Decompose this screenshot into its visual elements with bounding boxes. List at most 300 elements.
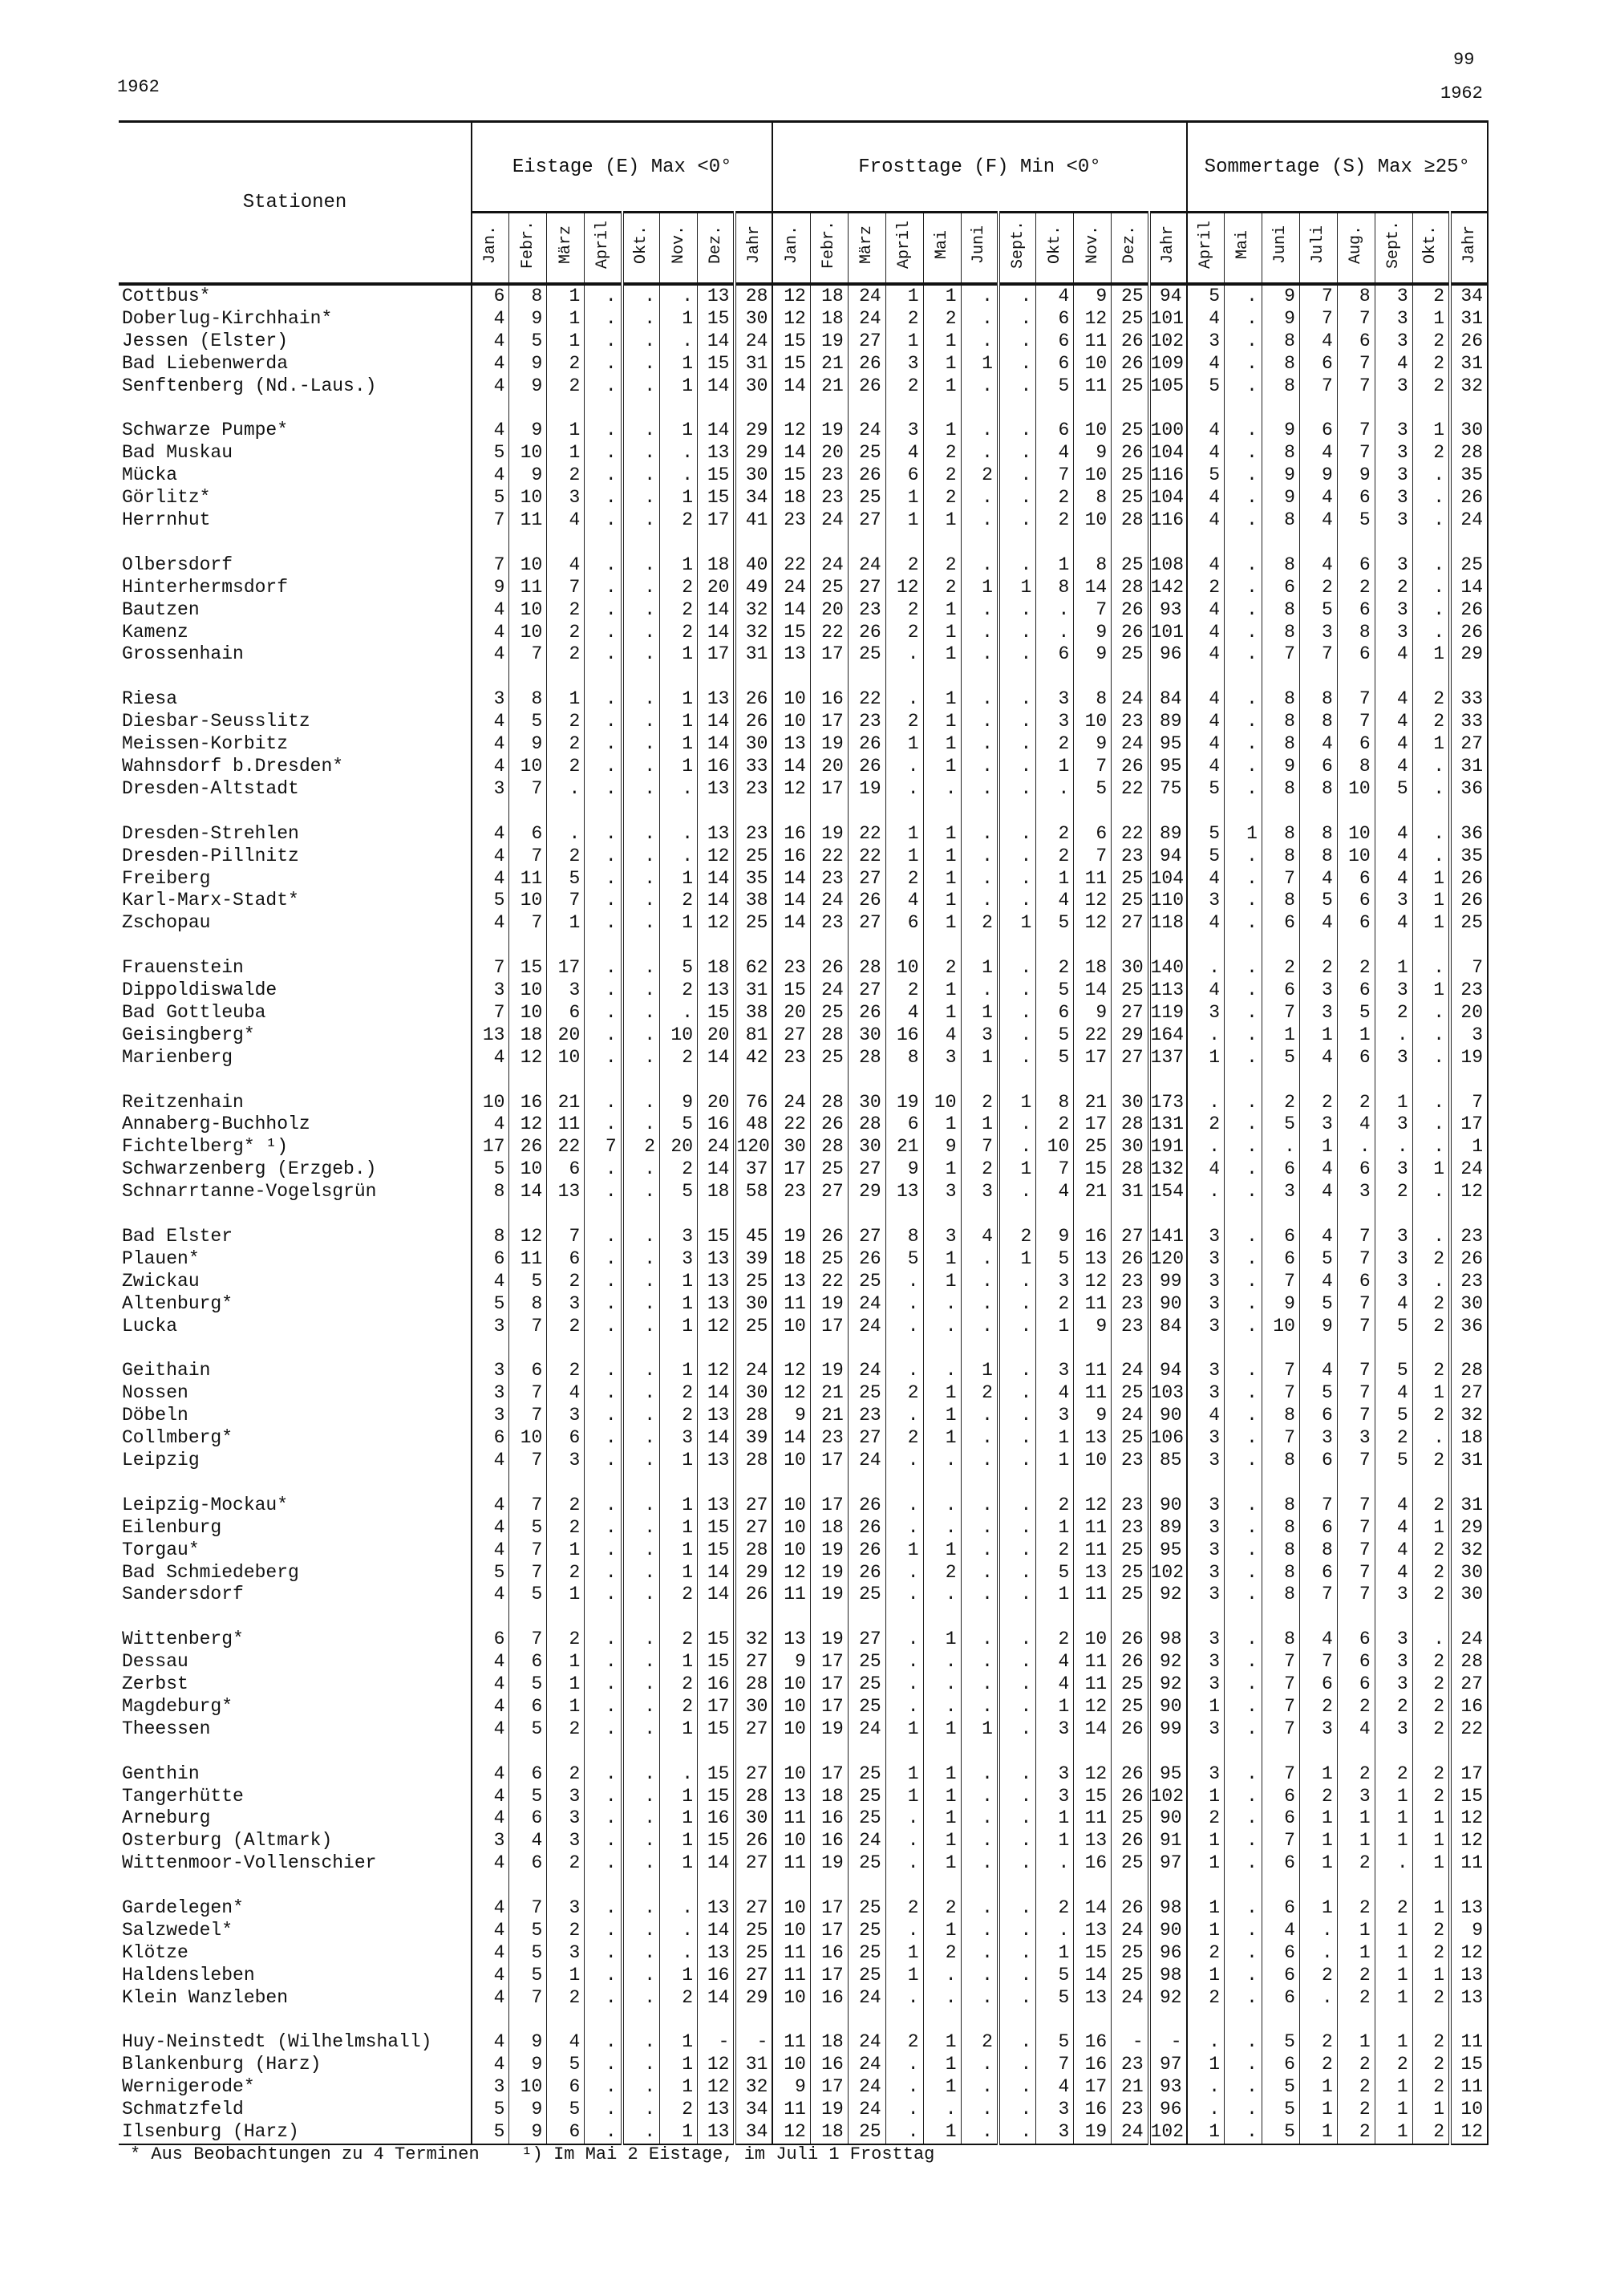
frost-value: 16: [810, 1987, 848, 2010]
eis-value: 1: [660, 1807, 698, 1830]
eis-value: 1: [660, 1562, 698, 1584]
eis-value: 25: [735, 1316, 772, 1338]
frost-value: 3: [1036, 1405, 1074, 1427]
frost-value: 30: [1112, 957, 1149, 980]
frost-value: 18: [810, 284, 848, 308]
frost-value: 16: [810, 1830, 848, 1852]
table-row: [119, 1316, 1488, 1338]
frost-value: 85: [1149, 1450, 1187, 1472]
frost-value: 24: [848, 2076, 885, 2099]
eis-value: 39: [735, 1427, 772, 1450]
frost-value: .: [885, 2121, 923, 2144]
sommer-value: 3: [1375, 980, 1412, 1002]
frost-value: 2: [961, 1382, 998, 1405]
eis-value: 1: [660, 756, 698, 778]
sommer-value: 8: [1262, 1495, 1299, 1517]
sommer-value: 8: [1262, 622, 1299, 644]
eis-value: 17: [472, 1136, 509, 1158]
frost-value: 19: [772, 1226, 810, 1248]
eis-value: 81: [735, 1024, 772, 1047]
frost-value: 2: [923, 957, 961, 980]
sommer-value: .: [1225, 1158, 1262, 1181]
frost-value: 10: [772, 1539, 810, 1562]
sommer-value: .: [1225, 1360, 1262, 1382]
eis-value: 3: [472, 778, 509, 801]
table-row: [119, 1651, 1488, 1673]
station-name: Bad Schmiedeberg: [119, 1562, 472, 1584]
sommer-value: 3: [1187, 1360, 1225, 1382]
eis-value: 13: [698, 2121, 735, 2144]
sommer-value: 4: [1375, 733, 1412, 756]
table-row: [119, 711, 1488, 733]
eis-value: .: [585, 577, 622, 599]
eis-value: 14: [698, 1047, 735, 1069]
frost-value: 9: [772, 2076, 810, 2099]
station-name: Meissen-Korbitz: [119, 733, 472, 756]
eis-month-header: [585, 213, 622, 285]
frost-value: 1: [923, 1382, 961, 1405]
eis-value: 18: [698, 554, 735, 577]
sommer-value: 4: [1375, 912, 1412, 935]
sommer-value: 28: [1450, 442, 1488, 464]
frost-value: 173: [1149, 1092, 1187, 1114]
eis-value: 13: [698, 442, 735, 464]
eis-value: 17: [698, 1696, 735, 1718]
frost-value: 11: [1074, 868, 1112, 890]
eis-value: 6: [509, 1696, 547, 1718]
frost-value: 104: [1149, 868, 1187, 890]
frost-value: 25: [1074, 1136, 1112, 1158]
sommer-value: 3: [1187, 1382, 1225, 1405]
frost-value: 25: [848, 1965, 885, 1987]
frost-value: 1: [923, 2121, 961, 2144]
eis-value: 14: [698, 420, 735, 442]
frost-value: 13: [772, 1271, 810, 1293]
sommer-value: 9: [1262, 420, 1299, 442]
sommer-value: 4: [1299, 1226, 1337, 1248]
station-name: Schwarze Pumpe*: [119, 420, 472, 442]
frost-value: 1: [923, 420, 961, 442]
frost-value: 1: [998, 1158, 1036, 1181]
frost-value: .: [998, 2054, 1036, 2076]
frost-value: 17: [810, 1316, 848, 1338]
frost-value: 24: [848, 1450, 885, 1472]
eis-value: .: [622, 1807, 660, 1830]
frost-value: .: [961, 308, 998, 331]
table-row: [119, 778, 1488, 801]
frost-value: .: [961, 331, 998, 353]
eis-value: 2: [547, 1629, 585, 1651]
frost-value: 84: [1149, 688, 1187, 711]
sommer-value: 27: [1450, 733, 1488, 756]
month-label: Mai: [1233, 230, 1253, 260]
sommer-value: .: [1225, 1562, 1262, 1584]
eis-value: .: [622, 2054, 660, 2076]
frost-value: 10: [772, 1763, 810, 1786]
frost-value: .: [961, 1965, 998, 1987]
eis-value: -: [698, 2031, 735, 2054]
eis-value: 14: [509, 1181, 547, 1203]
eis-value: .: [585, 1114, 622, 1136]
sommer-value: .: [1225, 1450, 1262, 1472]
eis-value: .: [622, 622, 660, 644]
sommer-value: 2: [1375, 577, 1412, 599]
sommer-value: 4: [1337, 1114, 1375, 1136]
eis-value: 1: [547, 1696, 585, 1718]
frost-value: 9: [1074, 442, 1112, 464]
frost-value: .: [961, 375, 998, 398]
frost-value: 1: [923, 1539, 961, 1562]
sommer-value: 3: [1187, 1651, 1225, 1673]
eis-value: .: [622, 1316, 660, 1338]
eis-value: .: [585, 1718, 622, 1741]
sommer-value: 4: [1375, 846, 1412, 868]
frost-value: 25: [848, 1852, 885, 1875]
frost-value: 10: [772, 1673, 810, 1696]
eis-value: .: [622, 1382, 660, 1405]
station-name: Sandersdorf: [119, 1584, 472, 1606]
sommer-value: .: [1225, 353, 1262, 375]
frost-value: 93: [1149, 2076, 1187, 2099]
frost-value: .: [961, 284, 998, 308]
table-row: [119, 1897, 1488, 1920]
frost-value: 2: [1036, 487, 1074, 509]
sommer-value: .: [1225, 1673, 1262, 1696]
frost-value: 16: [772, 823, 810, 846]
frost-value: 9: [772, 1405, 810, 1427]
eis-value: 30: [735, 464, 772, 487]
eis-value: 27: [735, 1965, 772, 1987]
frost-value: .: [885, 756, 923, 778]
frost-value: 6: [1036, 331, 1074, 353]
frost-value: .: [885, 1450, 923, 1472]
frost-value: 25: [1112, 1539, 1149, 1562]
sommer-value: .: [1225, 1517, 1262, 1539]
frost-value: 120: [1149, 1248, 1187, 1271]
sommer-month-header: [1187, 213, 1225, 285]
frost-value: 16: [1074, 2099, 1112, 2121]
sommer-value: 3: [1337, 1427, 1375, 1450]
sommer-value: .: [1412, 487, 1450, 509]
frost-value: 7: [1036, 1158, 1074, 1181]
eis-value: 4: [472, 1718, 509, 1741]
eis-value: 2: [660, 622, 698, 644]
frost-value: 24: [848, 2054, 885, 2076]
station-name: Collmberg*: [119, 1427, 472, 1450]
eis-month-header: [547, 213, 585, 285]
sommer-value: 1: [1412, 1897, 1450, 1920]
frost-value: 1: [923, 1405, 961, 1427]
eis-value: 5: [472, 2121, 509, 2144]
eis-month-header: [622, 213, 660, 285]
sommer-value: 26: [1450, 487, 1488, 509]
eis-value: .: [622, 1830, 660, 1852]
eis-value: .: [622, 756, 660, 778]
sommer-value: 3: [1375, 1248, 1412, 1271]
eis-value: .: [622, 308, 660, 331]
frost-value: 24: [772, 1092, 810, 1114]
frost-value: 23: [848, 711, 885, 733]
eis-value: 1: [660, 1718, 698, 1741]
frost-value: .: [998, 1495, 1036, 1517]
sommer-value: 28: [1450, 1651, 1488, 1673]
frost-value: .: [961, 711, 998, 733]
frost-value: 1: [1036, 1450, 1074, 1472]
eis-value: 1: [660, 1450, 698, 1472]
eis-value: 4: [472, 868, 509, 890]
frost-value: 1: [885, 1942, 923, 1965]
frost-value: 18: [1074, 957, 1112, 980]
frost-value: .: [961, 1271, 998, 1293]
station-name: Döbeln: [119, 1405, 472, 1427]
frost-value: .: [961, 1696, 998, 1718]
frost-value: .: [998, 308, 1036, 331]
eis-value: 25: [735, 1920, 772, 1942]
frost-value: 30: [772, 1136, 810, 1158]
sommer-value: 3: [1375, 1047, 1412, 1069]
eis-value: 28: [735, 1450, 772, 1472]
frost-value: 5: [1036, 2031, 1074, 2054]
frost-value: 90: [1149, 1405, 1187, 1427]
eis-value: .: [622, 442, 660, 464]
eis-value: 14: [698, 1562, 735, 1584]
eis-value: .: [622, 577, 660, 599]
stations-header: Stationen: [119, 122, 472, 285]
station-name: Görlitz*: [119, 487, 472, 509]
month-label: Juli: [1309, 225, 1328, 265]
sommer-value: 3: [1375, 420, 1412, 442]
frost-value: 22: [1112, 823, 1149, 846]
eis-value: 29: [735, 420, 772, 442]
sommer-value: .: [1412, 823, 1450, 846]
eis-value: 1: [660, 1786, 698, 1808]
sommer-value: 2: [1337, 1965, 1375, 1987]
sommer-value: 1: [1375, 2099, 1412, 2121]
frost-value: 1: [998, 1092, 1036, 1114]
sommer-value: 6: [1337, 912, 1375, 935]
eis-value: 1: [660, 308, 698, 331]
eis-value: 1: [547, 1651, 585, 1673]
frost-value: 26: [848, 1002, 885, 1024]
sommer-value: 3: [1187, 331, 1225, 353]
frost-value: 20: [810, 756, 848, 778]
sommer-value: 8: [1299, 1539, 1337, 1562]
eis-value: 38: [735, 890, 772, 912]
sommer-value: 1: [1187, 1852, 1225, 1875]
sommer-value: 4: [1299, 1271, 1337, 1293]
frost-value: 2: [1036, 1539, 1074, 1562]
frost-value: 1: [998, 912, 1036, 935]
station-name: Schmatzfeld: [119, 2099, 472, 2121]
eis-value: 10: [509, 599, 547, 622]
frost-value: .: [998, 1427, 1036, 1450]
frost-value: 97: [1149, 2054, 1187, 2076]
frost-value: 4: [1036, 1651, 1074, 1673]
sommer-value: 5: [1299, 1293, 1337, 1316]
sommer-value: 12: [1450, 1181, 1488, 1203]
table-row: [119, 1495, 1488, 1517]
eis-value: .: [622, 1786, 660, 1808]
sommer-value: 3: [1187, 1450, 1225, 1472]
sommer-value: 9: [1262, 464, 1299, 487]
frost-value: 6: [1036, 353, 1074, 375]
frost-value: 4: [885, 1002, 923, 1024]
sommer-value: 10: [1337, 778, 1375, 801]
table-row: [119, 1181, 1488, 1203]
frost-value: .: [961, 1942, 998, 1965]
station-name: Zwickau: [119, 1271, 472, 1293]
frost-value: 18: [810, 2121, 848, 2144]
eis-value: 7: [509, 1897, 547, 1920]
eis-value: 25: [735, 912, 772, 935]
sommer-value: 6: [1337, 599, 1375, 622]
table-row: [119, 1920, 1488, 1942]
station-name: Eilenburg: [119, 1517, 472, 1539]
month-label: Juni: [970, 225, 989, 265]
eis-value: 13: [698, 1248, 735, 1271]
sommer-value: 7: [1337, 1248, 1375, 1271]
eis-value: 2: [547, 1987, 585, 2010]
frost-value: 16: [810, 688, 848, 711]
sommer-value: 18: [1450, 1427, 1488, 1450]
table-row: [119, 1562, 1488, 1584]
sommer-value: 9: [1450, 1920, 1488, 1942]
frost-value: 10: [772, 1517, 810, 1539]
frost-value: 1: [885, 1965, 923, 1987]
frost-value: 11: [772, 1965, 810, 1987]
table-row: [119, 1136, 1488, 1158]
eis-value: .: [585, 509, 622, 532]
sommer-value: .: [1225, 1002, 1262, 1024]
frost-value: 23: [1112, 2054, 1149, 2076]
sommer-value: 4: [1262, 1920, 1299, 1942]
sommer-month-header: [1450, 213, 1488, 285]
frost-value: 1: [885, 733, 923, 756]
frost-value: 89: [1149, 711, 1187, 733]
eis-value: .: [585, 2076, 622, 2099]
frosttage-header: Frosttage (F) Min <0°: [772, 122, 1186, 213]
frost-value: 5: [1036, 1024, 1074, 1047]
frost-value: 12: [1074, 308, 1112, 331]
sommer-value: 3: [1187, 1226, 1225, 1248]
sommer-value: 4: [1187, 487, 1225, 509]
frost-value: 2: [1036, 1114, 1074, 1136]
sommer-value: .: [1375, 1136, 1412, 1158]
frost-value: 118: [1149, 912, 1187, 935]
frost-value: 1: [923, 509, 961, 532]
table-row: [119, 868, 1488, 890]
frost-value: 12: [1074, 912, 1112, 935]
sommer-value: 6: [1299, 420, 1337, 442]
frost-value: .: [885, 1405, 923, 1427]
frost-value: 17: [810, 1495, 848, 1517]
station-name: Dresden-Strehlen: [119, 823, 472, 846]
frost-value: 2: [885, 1382, 923, 1405]
frost-value: 99: [1149, 1271, 1187, 1293]
frost-value: .: [998, 353, 1036, 375]
table-row: [119, 1293, 1488, 1316]
frost-value: 10: [885, 957, 923, 980]
frost-value: 1: [885, 487, 923, 509]
frost-value: 104: [1149, 487, 1187, 509]
eis-value: 6: [547, 1002, 585, 1024]
sommer-value: 6: [1262, 1942, 1299, 1965]
sommer-value: 1: [1187, 2054, 1225, 2076]
frost-value: 27: [848, 1629, 885, 1651]
frost-value: .: [923, 1673, 961, 1696]
eis-value: 3: [472, 688, 509, 711]
sommer-value: .: [1225, 599, 1262, 622]
eis-value: 3: [547, 1293, 585, 1316]
eis-value: 31: [735, 980, 772, 1002]
eis-value: 15: [698, 1002, 735, 1024]
eis-value: 13: [698, 284, 735, 308]
sommer-value: 4: [1187, 643, 1225, 666]
frost-value: 2: [923, 577, 961, 599]
eis-value: 2: [660, 2099, 698, 2121]
eis-value: 4: [509, 1830, 547, 1852]
eis-value: 35: [735, 868, 772, 890]
eis-value: .: [585, 1852, 622, 1875]
sommer-value: 1: [1412, 420, 1450, 442]
station-name: Leipzig-Mockau*: [119, 1495, 472, 1517]
sommer-value: .: [1412, 756, 1450, 778]
sommer-value: 8: [1262, 509, 1299, 532]
frost-value: 17: [810, 1897, 848, 1920]
frost-value: 1: [961, 957, 998, 980]
sommer-value: 10: [1337, 846, 1375, 868]
frost-value: 102: [1149, 2121, 1187, 2144]
frost-value: 1: [923, 1920, 961, 1942]
sommer-value: 4: [1375, 643, 1412, 666]
sommer-value: 3: [1375, 890, 1412, 912]
sommer-value: 1: [1412, 1517, 1450, 1539]
eis-value: 12: [698, 912, 735, 935]
sommer-value: .: [1225, 442, 1262, 464]
station-name: Dresden-Altstadt: [119, 778, 472, 801]
frost-value: 11: [1074, 1293, 1112, 1316]
frost-value: .: [998, 1696, 1036, 1718]
eis-value: 4: [472, 846, 509, 868]
frost-value: 1: [923, 1807, 961, 1830]
frost-value: 27: [848, 1427, 885, 1450]
frost-value: 1: [923, 2031, 961, 2054]
sommer-value: .: [1187, 1136, 1225, 1158]
station-name: Reitzenhain: [119, 1092, 472, 1114]
eis-value: .: [622, 1002, 660, 1024]
frost-value: 10: [772, 1830, 810, 1852]
sommer-value: 22: [1450, 1718, 1488, 1741]
sommer-value: 11: [1450, 1852, 1488, 1875]
frost-value: .: [961, 1629, 998, 1651]
frost-value: 1: [923, 756, 961, 778]
eis-value: 4: [472, 1651, 509, 1673]
frost-value: .: [923, 1987, 961, 2010]
sommer-value: 1: [1337, 2031, 1375, 2054]
frost-value: 24: [810, 554, 848, 577]
frost-value: 25: [1112, 308, 1149, 331]
sommer-value: 2: [1412, 353, 1450, 375]
frost-value: 3: [885, 420, 923, 442]
eis-value: 4: [472, 599, 509, 622]
sommer-value: 12: [1450, 1830, 1488, 1852]
sommer-value: 8: [1262, 890, 1299, 912]
sommer-value: 11: [1450, 2076, 1488, 2099]
table-row: [119, 1427, 1488, 1450]
sommer-value: 6: [1337, 733, 1375, 756]
frost-value: 10: [772, 688, 810, 711]
frost-value: 15: [772, 980, 810, 1002]
